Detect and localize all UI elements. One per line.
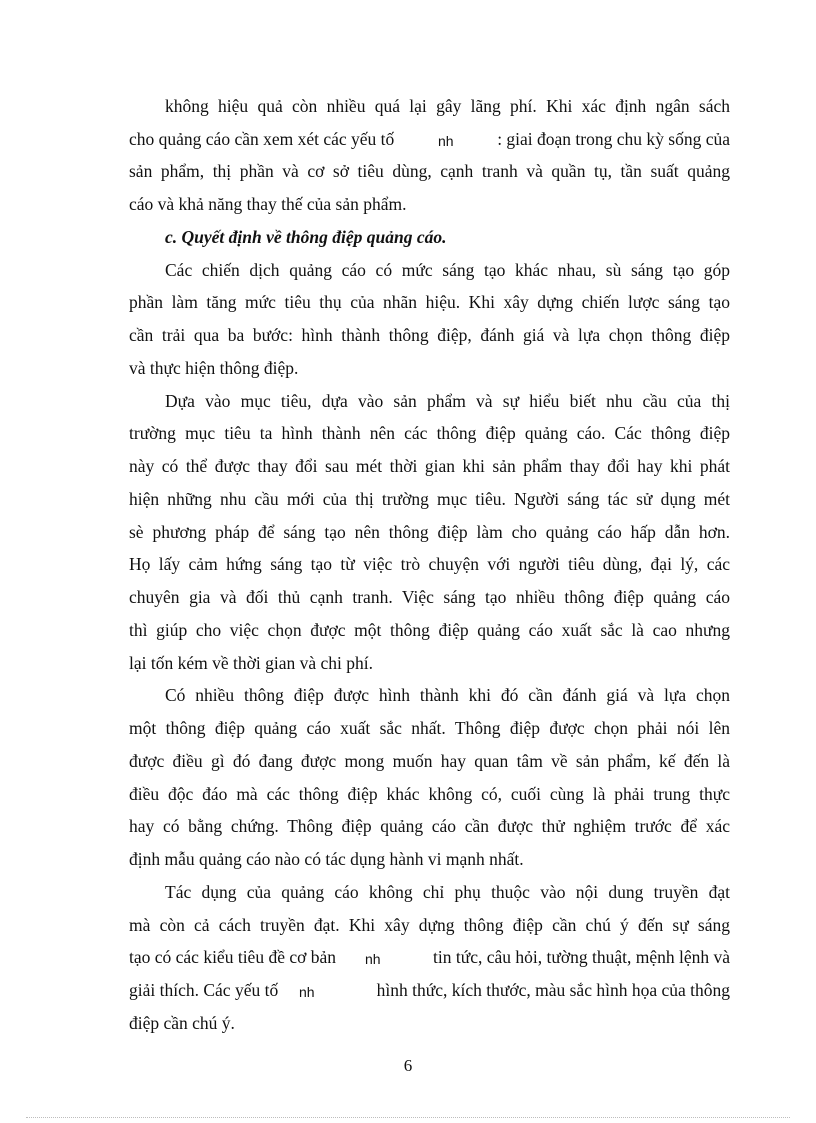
page-bottom-divider <box>26 1117 790 1118</box>
text-line: trường mục tiêu ta hình thành nên các thông điệp quảng cáo. Các thông điệp <box>129 423 730 443</box>
text-line: Dựa vào mục tiêu, dựa vào sản phẩm và sự hiểu biết nhu cầu của thị <box>165 391 730 411</box>
text-line: sè phương pháp để sáng tạo nên thông điệp làm cho quảng cáo hấp dẫn hơn. <box>129 522 730 542</box>
text-line: cáo và khả năng thay thế của sản phẩm. <box>129 194 407 214</box>
text-line: điều độc đáo mà các thông điệp khác không có, cuối cùng là phải trung thực <box>129 784 730 804</box>
text-line: điệp cần chú ý. <box>129 1013 235 1033</box>
text-line: và thực hiện thông điệp. <box>129 358 299 378</box>
text-line: Tác dụng của quảng cáo không chỉ phụ thuộc vào nội dung truyền đạt <box>165 882 730 902</box>
text-line: mà còn cả cách truyền đạt. Khi xây dựng thông điệp cần chú ý đến sự sáng <box>129 915 730 935</box>
page-number: 6 <box>403 1056 413 1075</box>
text-line: Có nhiều thông điệp được hình thành khi đó cần đánh giá và lựa chọn <box>165 685 730 705</box>
text-line: này có thể được thay đổi sau mét thời gian khi sản phẩm thay đổi hay khi phát <box>129 456 730 476</box>
section-heading: c. Quyết định về thông điệp quảng cáo. <box>165 227 447 247</box>
text-fragment: tạo có các kiểu tiêu đề cơ bản <box>129 947 337 967</box>
text-fragment: hình thức, kích thước, màu sắc hình họa của thông <box>376 980 730 1000</box>
text-fragment: nh <box>438 133 454 149</box>
text-line: Các chiến dịch quảng cáo có mức sáng tạo khác nhau, sù sáng tạo góp <box>165 260 730 280</box>
text-line: một thông điệp quảng cáo xuất sắc nhất. Thông điệp được chọn phải nói lên <box>129 718 730 738</box>
text-fragment: tin tức, câu hỏi, tường thuật, mệnh lệnh và <box>433 947 730 967</box>
text-line: hay có bằng chứng. Thông điệp quảng cáo cần được thử nghiệm trước để xác <box>129 816 730 836</box>
text-fragment: nh <box>365 951 381 967</box>
text-line: chuyên gia và đối thủ cạnh tranh. Việc sáng tạo nhiều thông điệp quảng cáo <box>129 587 730 607</box>
text-fragment: cho quảng cáo cần xem xét các yếu tố <box>129 129 395 149</box>
text-fragment: nh <box>299 984 315 1000</box>
text-line: hiện những nhu cầu mới của thị trường mục tiêu. Người sáng tác sử dụng mét <box>129 489 730 509</box>
text-fragment: : giai đoạn trong chu kỳ sống của <box>497 129 730 149</box>
text-line: phần làm tăng mức tiêu thụ của nhãn hiệu. Khi xây dựng chiến lược sáng tạo <box>129 292 730 312</box>
text-line: lại tốn kém về thời gian và chi phí. <box>129 653 373 673</box>
text-line: được điều gì đó đang được mong muốn hay quan tâm về sản phẩm, kế đến là <box>129 751 730 771</box>
text-line: định mẫu quảng cáo nào có tác dụng hành vi mạnh nhất. <box>129 849 524 869</box>
text-line: không hiệu quả còn nhiều quá lại gây lãng phí. Khi xác định ngân sách <box>165 96 730 116</box>
text-line: thì giúp cho việc chọn được một thông điệp quảng cáo xuất sắc là cao nhưng <box>129 620 730 640</box>
text-line: sản phẩm, thị phần và cơ sở tiêu dùng, cạnh tranh và quần tụ, tần suất quảng <box>129 161 730 181</box>
text-line: Họ lấy cảm hứng sáng tạo từ việc trò chuyện với người tiêu dùng, đại lý, các <box>129 554 730 574</box>
text-fragment: giải thích. Các yếu tố <box>129 980 279 1000</box>
text-line: cần trải qua ba bước: hình thành thông điệp, đánh giá và lựa chọn thông điệp <box>129 325 730 345</box>
